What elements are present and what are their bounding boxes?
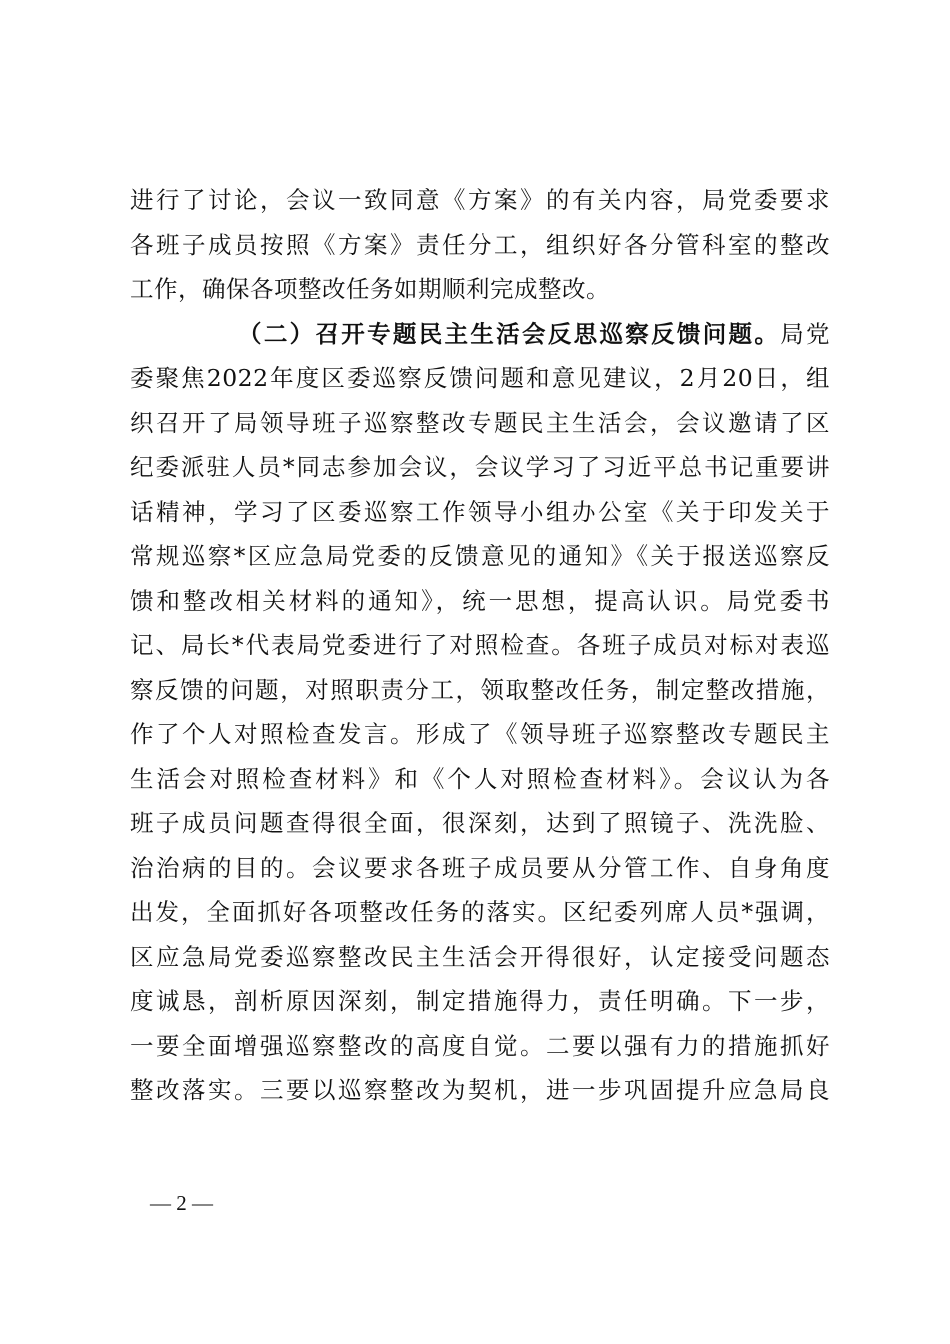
- paragraph-2-line: 治治病的目的。会议要求各班子成员要从分管工作、自身角度: [130, 853, 830, 882]
- paragraph-2-line: 作了个人对照检查发言。形成了《领导班子巡察整改专题民主: [130, 720, 830, 748]
- paragraph-2-line: 出发，全面抓好各项整改任务的落实。区纪委列席人员*强调，: [130, 898, 830, 926]
- paragraph-1-line-1: 进行了讨论，会议一致同意《方案》的有关内容，局党委要求: [130, 186, 830, 214]
- paragraph-2-line: 一要全面增强巡察整改的高度自觉。二要以强有力的措施抓好: [130, 1031, 830, 1060]
- paragraph-2-first-line-rest: 局党: [780, 319, 831, 348]
- paragraph-2-line: 班子成员问题查得很全面，很深刻，达到了照镜子、洗洗脸、: [130, 809, 830, 837]
- paragraph-2-line: 常规巡察*区应急局党委的反馈意见的通知》《关于报送巡察反: [130, 542, 830, 570]
- paragraph-1-line-3: 工作，确保各项整改任务如期顺利完成整改。: [130, 275, 610, 303]
- paragraph-2-line: 委聚焦2022年度区委巡察反馈问题和意见建议，2月20日，组: [130, 364, 830, 392]
- paragraph-2-line: 馈和整改相关材料的通知》，统一思想，提高认识。局党委书: [130, 586, 830, 615]
- body-text: [130, 178, 830, 1113]
- paragraph-2-line: 织召开了局领导班子巡察整改专题民主生活会，会议邀请了区: [130, 408, 830, 437]
- paragraph-2-line: 度诚恳，剖析原因深刻，制定措施得力，责任明确。下一步，: [130, 987, 830, 1015]
- paragraph-2-first-line: [130, 312, 830, 357]
- section-heading: （二）召开专题民主生活会反思巡察反馈问题。: [238, 319, 781, 348]
- paragraph-1-line-2: 各班子成员按照《方案》责任分工，组织好各分管科室的整改: [130, 230, 830, 259]
- paragraph-2-line: 整改落实。三要以巡察整改为契机，进一步巩固提升应急局良: [130, 1076, 830, 1104]
- paragraph-2-line: 纪委派驻人员*同志参加会议，会议学习了习近平总书记重要讲: [130, 453, 830, 481]
- paragraph-2-line: 生活会对照检查材料》和《个人对照检查材料》。会议认为各: [130, 764, 830, 793]
- paragraph-2-line: 区应急局党委巡察整改民主生活会开得很好，认定接受问题态: [130, 942, 830, 971]
- page-number: — 2 —: [150, 1191, 213, 1215]
- paragraph-2-line: 记、局长*代表局党委进行了对照检查。各班子成员对标对表巡: [130, 631, 830, 659]
- paragraph-2-line: 话精神，学习了区委巡察工作领导小组办公室《关于印发关于: [130, 497, 830, 526]
- paragraph-2-line: 察反馈的问题，对照职责分工，领取整改任务，制定整改措施，: [130, 675, 830, 704]
